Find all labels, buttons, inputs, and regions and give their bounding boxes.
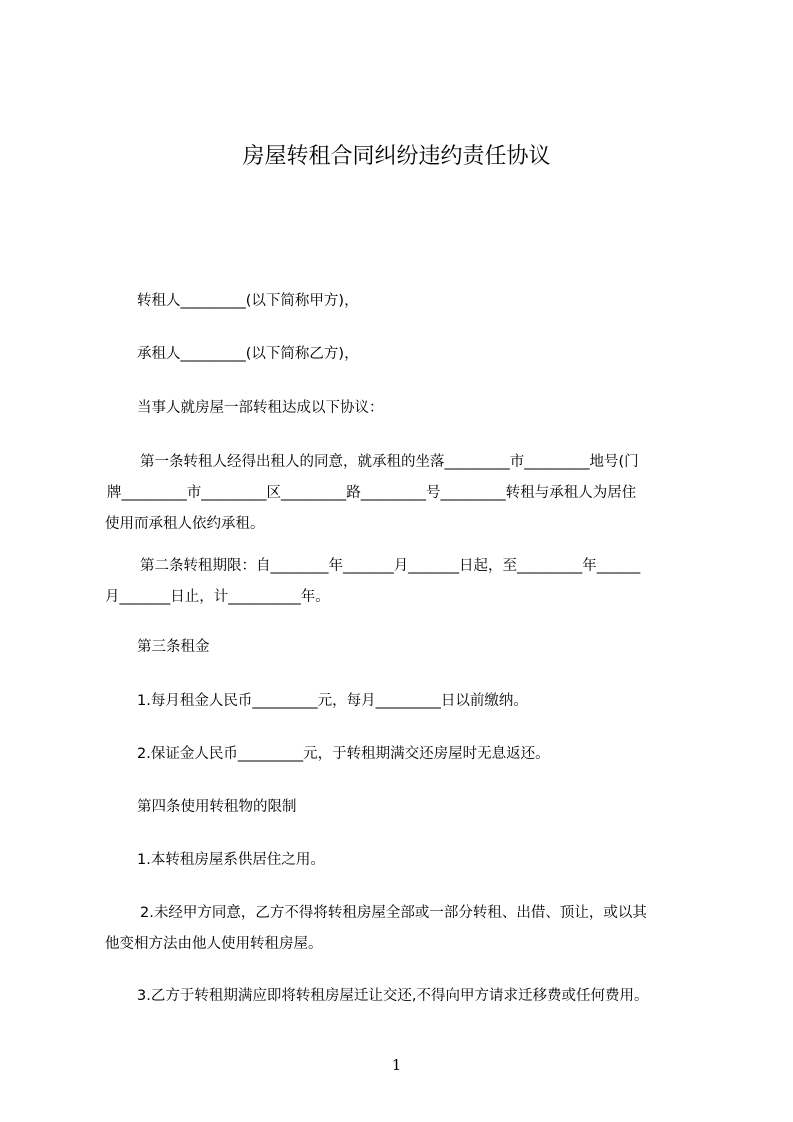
article-1-line-1: 第一条转租人经得出租人的同意，就承租的坐落_________市_________地号(门 bbox=[140, 454, 639, 470]
article-1 bbox=[105, 447, 705, 540]
article-3-item-2: 2.保证金人民币_________元，于转租期满交还房屋时无息返还。 bbox=[137, 746, 550, 762]
article-3-heading: 第三条租金 bbox=[137, 639, 210, 655]
article-1-line-3: 使用而承租人依约承租。 bbox=[105, 516, 265, 532]
article-2 bbox=[105, 551, 705, 613]
article-2-line-2: 月_______日止，计__________年。 bbox=[105, 589, 330, 605]
article-4-heading: 第四条使用转租物的限制 bbox=[137, 799, 297, 815]
article-4-item-3: 3.乙方于转租期满应即将转租房屋迁让交还,不得向甲方请求迁移费或任何费用。 bbox=[137, 988, 649, 1004]
article-4-item-2-line-1: 2.未经甲方同意，乙方不得将转租房屋全部或一部分转租、出借、顶让，或以其 bbox=[140, 905, 647, 921]
article-4-item-2-line-2: 他变相方法由他人使用转租房屋。 bbox=[105, 936, 323, 952]
agreement-intro: 当事人就房屋一部转租达成以下协议： bbox=[137, 400, 384, 416]
page-number: 1 bbox=[391, 1056, 402, 1074]
article-2-line-1: 第二条转租期限：自________年_______月_______日起，至_________年______ bbox=[140, 558, 641, 574]
article-4-item-1: 1.本转租房屋系供居住之用。 bbox=[137, 852, 325, 868]
sublessor-line: 转租人_________(以下简称甲方)， bbox=[137, 293, 359, 309]
document-title: 房屋转租合同纠纷违约责任协议 bbox=[242, 144, 551, 169]
article-3-item-1: 1.每月租金人民币_________元，每月_________日以前缴纳。 bbox=[137, 693, 528, 709]
article-4-item-2 bbox=[105, 898, 705, 960]
sublessee-line: 承租人_________(以下简称乙方)， bbox=[137, 346, 359, 362]
article-1-line-2: 牌_________市_________区_________路_________号_________转租与承租人为居住 bbox=[107, 485, 637, 501]
